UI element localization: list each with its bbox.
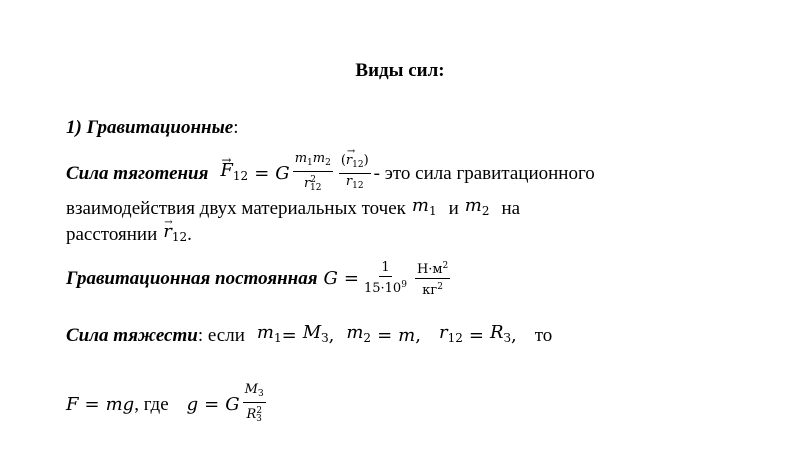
law-G: G — [275, 162, 290, 184]
law-fraction-2: $\frac{(\to r_{12})}{r_{12}}$ — [339, 153, 371, 194]
gravity-R3: $R_З$ — [489, 322, 511, 345]
law-description: - это сила гравитационного — [373, 162, 595, 184]
section-label: 1) Гравитационные — [66, 117, 234, 138]
gravity-label: Сила тяжести — [66, 324, 198, 346]
gravity-m2: $m_2$ — [346, 322, 372, 345]
law-line — [66, 151, 595, 196]
gravity-M3: $M_З$ — [302, 322, 329, 345]
constant-G: G — [323, 267, 338, 289]
law-equals: = — [254, 162, 270, 184]
constant-line — [66, 258, 453, 299]
formula-G: G — [225, 393, 240, 415]
law-label: Сила тяготения — [66, 162, 209, 184]
law-fraction-1: $\frac{m_1m_2}{r^2_{12}}$ — [294, 151, 331, 193]
gravity-formula-line: F = mg , где g = G $\frac{M_З}{R^2_З}$ — [66, 382, 269, 427]
constant-label: Гравитационная постоянная — [66, 267, 318, 289]
constant-units: $\frac{Н\cdot м^2}{кг^2}$ — [415, 258, 450, 299]
formula-g: g — [186, 393, 199, 415]
section-heading — [66, 116, 239, 140]
on-word: на — [501, 197, 521, 219]
gravity-line: Сила тяжести : если $m_1$ = $M_З$ , $m_2$ = m , $r_{12}$ = $R_З$ , то — [66, 321, 552, 350]
constant-equals: = — [343, 267, 359, 289]
slide-title: Виды сил: — [355, 60, 445, 81]
r12-symbol: → $r_{12}$ — [163, 220, 187, 249]
constant-value: $\frac{1}{15\cdot 10^9}$ — [363, 260, 407, 296]
law-line-2 — [66, 194, 520, 223]
distance-word: расстоянии — [66, 223, 158, 245]
law-description-2: взаимодействия двух материальных точек — [66, 197, 406, 219]
formula-fraction: $\frac{M_З}{R^2_З}$ — [244, 382, 264, 424]
gravity-r12: $r_{12}$ — [438, 322, 463, 345]
gravity-m1: $m_1$ — [256, 322, 282, 345]
formula-mg: mg — [105, 393, 135, 415]
formula-where: , где — [134, 393, 169, 415]
gravity-m: m — [398, 324, 416, 346]
gravity-if: : если — [197, 324, 245, 346]
force-symbol: → $F_{12}$ — [220, 159, 248, 188]
m2-symbol: $m_2$ — [464, 195, 490, 218]
formula-F: F — [66, 393, 79, 415]
m1-symbol: $m_1$ — [411, 195, 437, 218]
and-word: и — [448, 197, 459, 219]
law-line-3: расстоянии → $r_{12}$ . — [66, 220, 192, 249]
then-word: то — [534, 324, 553, 346]
section-colon: : — [233, 117, 239, 138]
